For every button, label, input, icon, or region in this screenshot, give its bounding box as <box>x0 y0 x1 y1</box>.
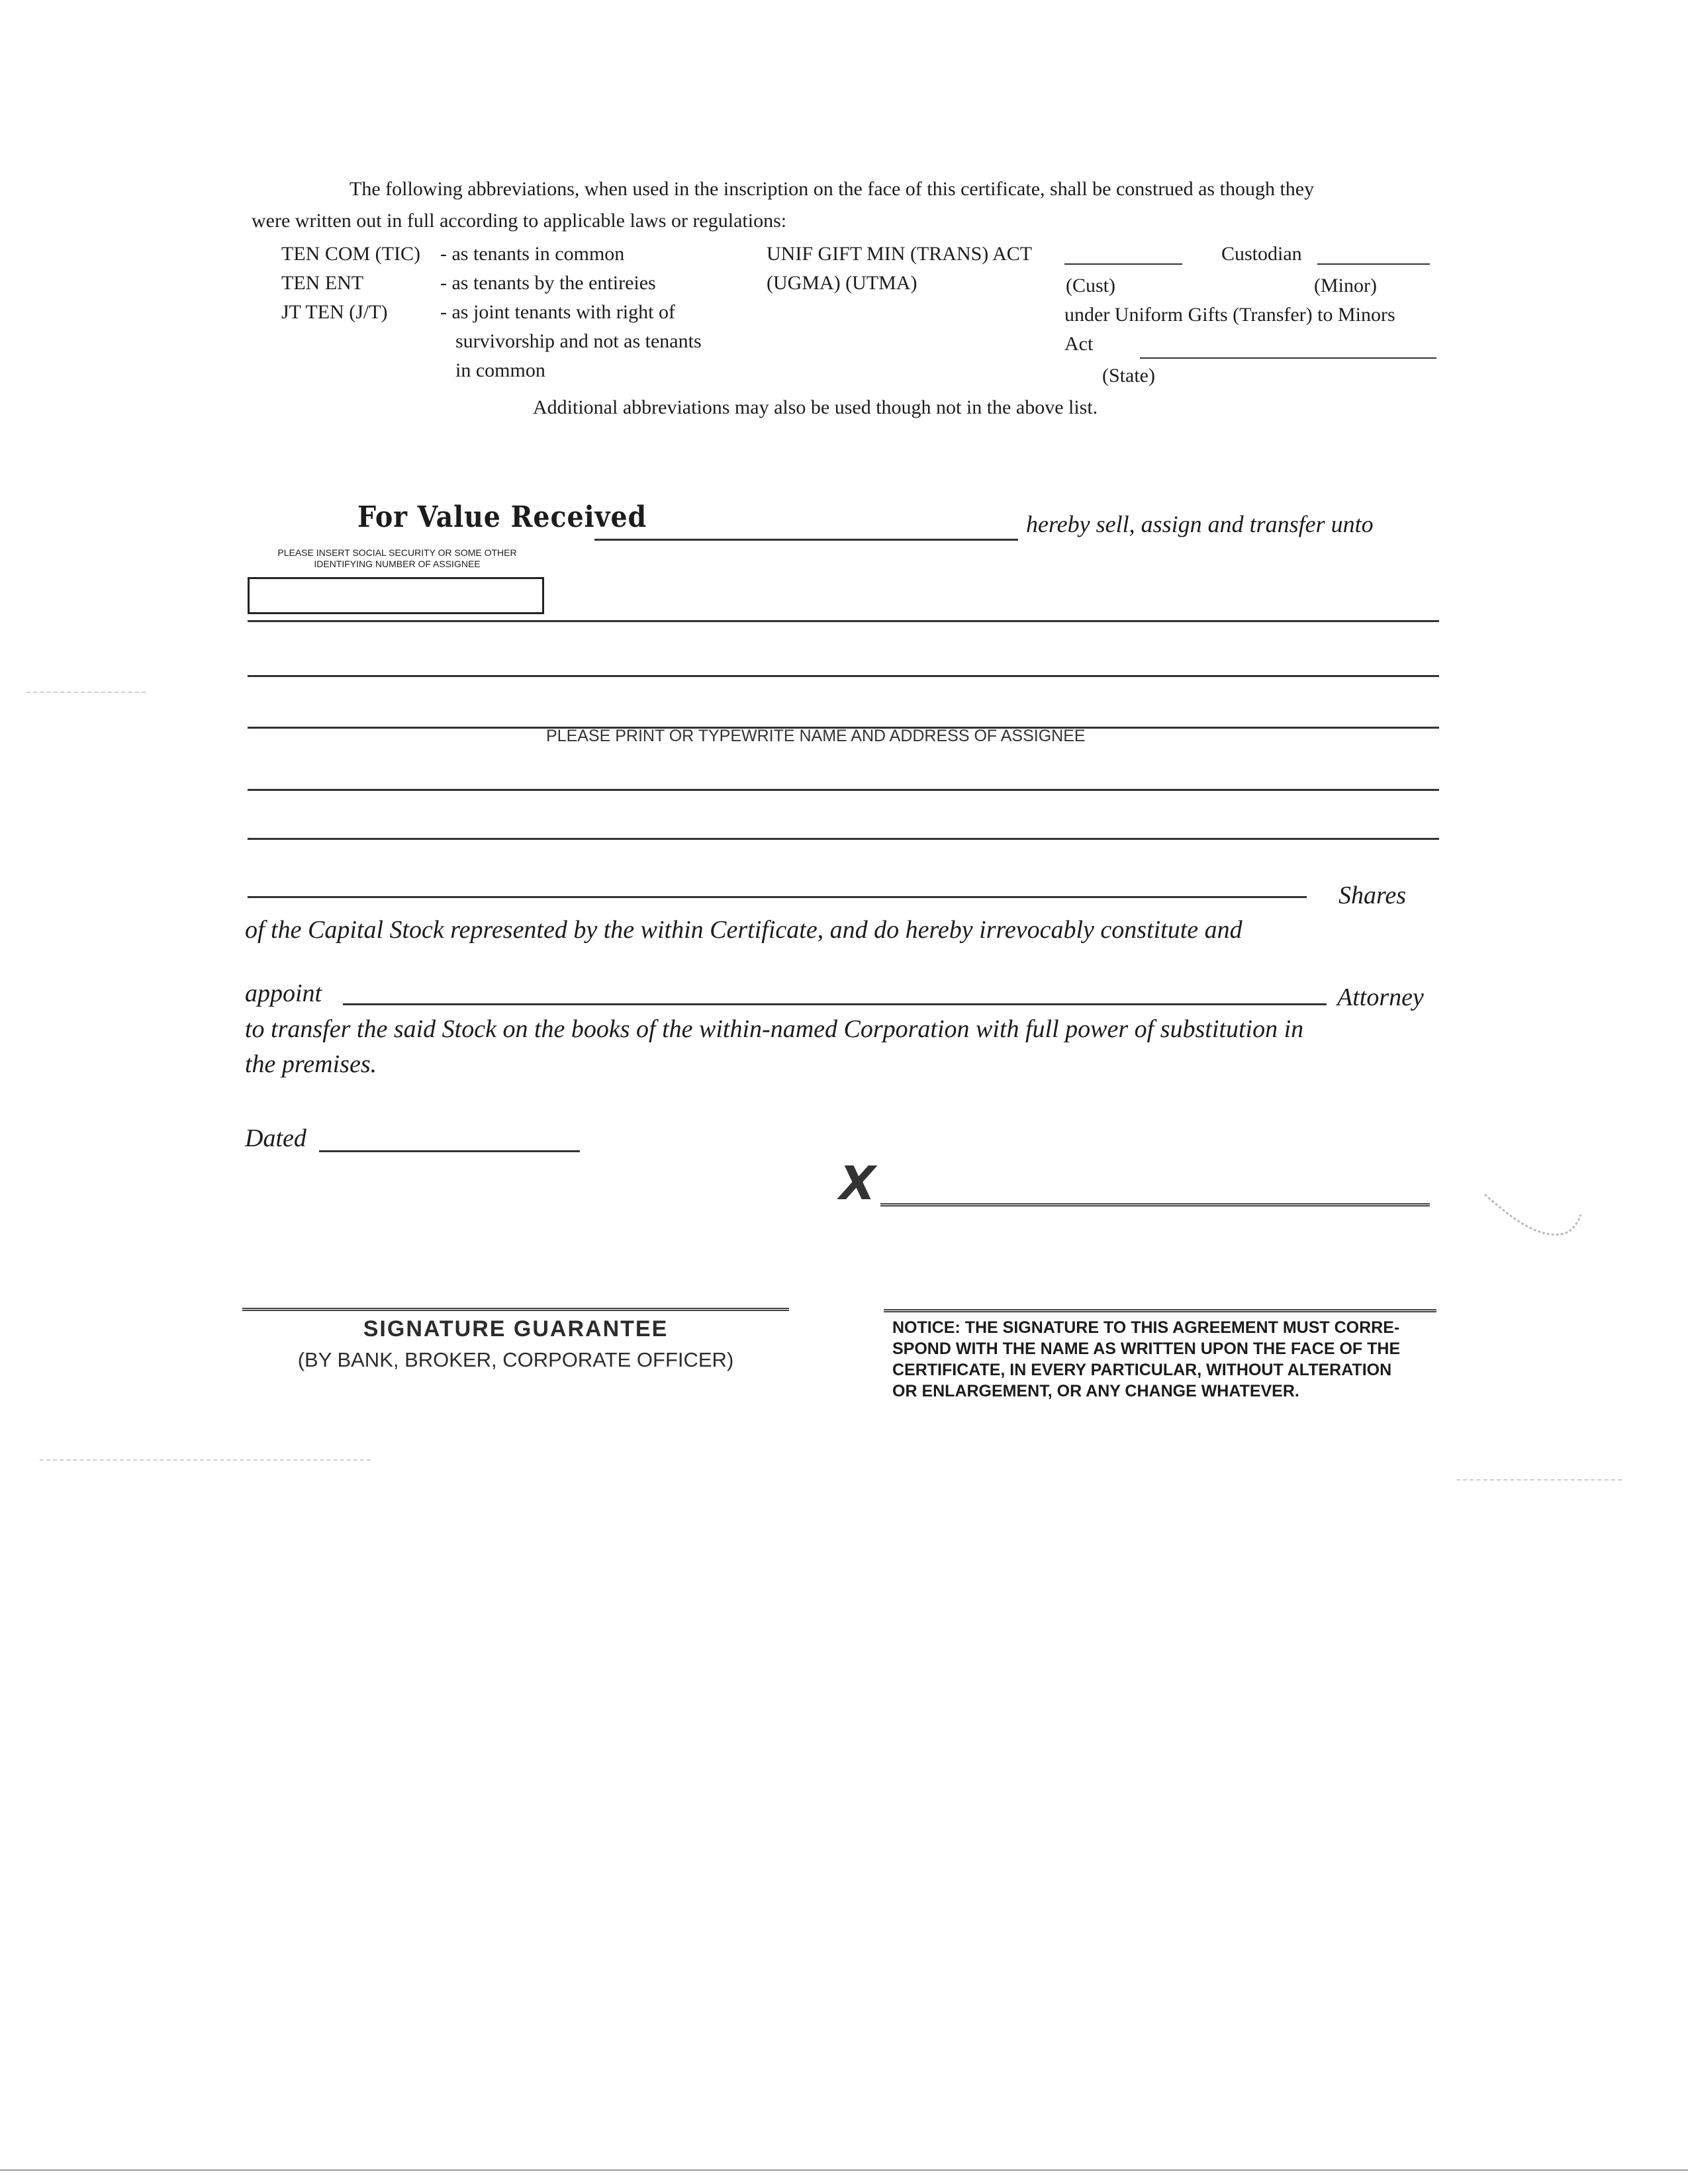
ssn-label-line2: IDENTIFYING NUMBER OF ASSIGNEE <box>314 559 481 569</box>
minor-label: (Minor) <box>1314 275 1377 296</box>
abbr-meaning-ten-com: - as tenants in common <box>440 243 625 265</box>
notice-line3: CERTIFICATE, IN EVERY PARTICULAR, WITHOUT ALTERATION <box>892 1361 1392 1379</box>
hereby-transfer-text: hereby sell, assign and transfer unto <box>1026 511 1374 537</box>
signature-guarantee-title: SIGNATURE GUARANTEE <box>363 1316 669 1342</box>
signature-line[interactable] <box>880 1203 1430 1206</box>
abbr-code-ten-ent: TEN ENT <box>281 272 364 294</box>
for-value-received-heading: For Value Received <box>357 500 647 534</box>
to-transfer-text: to transfer the said Stock on the books of the within-named Corporation with full power of substitution in <box>245 1015 1304 1043</box>
assignee-line-2[interactable] <box>248 675 1439 677</box>
print-name-label: PLEASE PRINT OR TYPEWRITE NAME AND ADDRESS OF ASSIGNEE <box>546 727 1086 745</box>
ssn-label-line1: PLEASE INSERT SOCIAL SECURITY OR SOME OTHER <box>277 547 517 558</box>
state-label: (State) <box>1102 365 1155 387</box>
pen-stroke-mark <box>1481 1188 1587 1248</box>
scan-fold-mark-bottom-left <box>40 1459 371 1461</box>
dated-label: Dated <box>245 1124 306 1152</box>
capital-stock-text: of the Capital Stock represented by the within Certificate, and do hereby irrevocably constitute and <box>245 916 1243 944</box>
uniform-gifts-label: under Uniform Gifts (Transfer) to Minors <box>1064 304 1395 326</box>
abbr-meaning-ten-ent: - as tenants by the entireies <box>440 272 656 294</box>
assignee-line-5[interactable] <box>248 838 1439 840</box>
act-label: Act <box>1064 333 1094 355</box>
signature-x-mark: X <box>833 1156 881 1210</box>
abbr-jt-continuation-1: survivorship and not as tenants <box>455 330 702 352</box>
notice-rule <box>884 1309 1436 1312</box>
abbreviations-intro-line2: were written out in full according to applicable laws or regulations: <box>252 210 787 232</box>
ugma-utma-label: (UGMA) (UTMA) <box>767 272 917 294</box>
date-line[interactable] <box>319 1150 580 1152</box>
premises-text: the premises. <box>245 1050 377 1078</box>
assignee-line-1[interactable] <box>248 620 1439 622</box>
shares-label: Shares <box>1338 882 1407 909</box>
abbreviations-intro-line1: The following abbreviations, when used in the inscription on the face of this certificate, shall be construed as though they <box>350 178 1315 200</box>
attorney-label: Attorney <box>1337 983 1424 1011</box>
signature-guarantee-line[interactable] <box>242 1308 789 1311</box>
ssn-input-box[interactable] <box>248 577 544 614</box>
abbr-code-jt-ten: JT TEN (J/T) <box>281 301 388 323</box>
seller-name-line <box>594 539 1018 541</box>
page-bottom-edge <box>0 2169 1688 2171</box>
cust-label: (Cust) <box>1066 275 1115 296</box>
cust-name-line <box>1064 263 1182 265</box>
unif-gift-label: UNIF GIFT MIN (TRANS) ACT <box>767 243 1033 265</box>
custodian-label: Custodian <box>1221 243 1302 265</box>
scan-fold-mark-bottom-right <box>1456 1479 1622 1480</box>
state-line <box>1140 357 1436 359</box>
appoint-label: appoint <box>245 979 322 1007</box>
abbr-code-ten-com: TEN COM (TIC) <box>281 243 420 265</box>
attorney-line[interactable] <box>343 1003 1327 1005</box>
notice-line4: OR ENLARGEMENT, OR ANY CHANGE WHATEVER. <box>892 1382 1299 1400</box>
abbr-jt-continuation-2: in common <box>455 359 545 381</box>
assignee-line-4[interactable] <box>248 789 1439 791</box>
shares-line[interactable] <box>248 896 1307 898</box>
additional-abbreviations-note: Additional abbreviations may also be used though not in the above list. <box>533 396 1098 418</box>
signature-guarantee-subtitle: (BY BANK, BROKER, CORPORATE OFFICER) <box>297 1348 734 1371</box>
abbr-meaning-jt-ten: - as joint tenants with right of <box>440 301 675 323</box>
minor-name-line <box>1317 263 1430 265</box>
notice-line1: NOTICE: THE SIGNATURE TO THIS AGREEMENT MUST CORRE- <box>892 1318 1400 1337</box>
scan-fold-mark-left <box>26 692 146 693</box>
notice-line2: SPOND WITH THE NAME AS WRITTEN UPON THE FACE OF THE <box>892 1340 1401 1358</box>
